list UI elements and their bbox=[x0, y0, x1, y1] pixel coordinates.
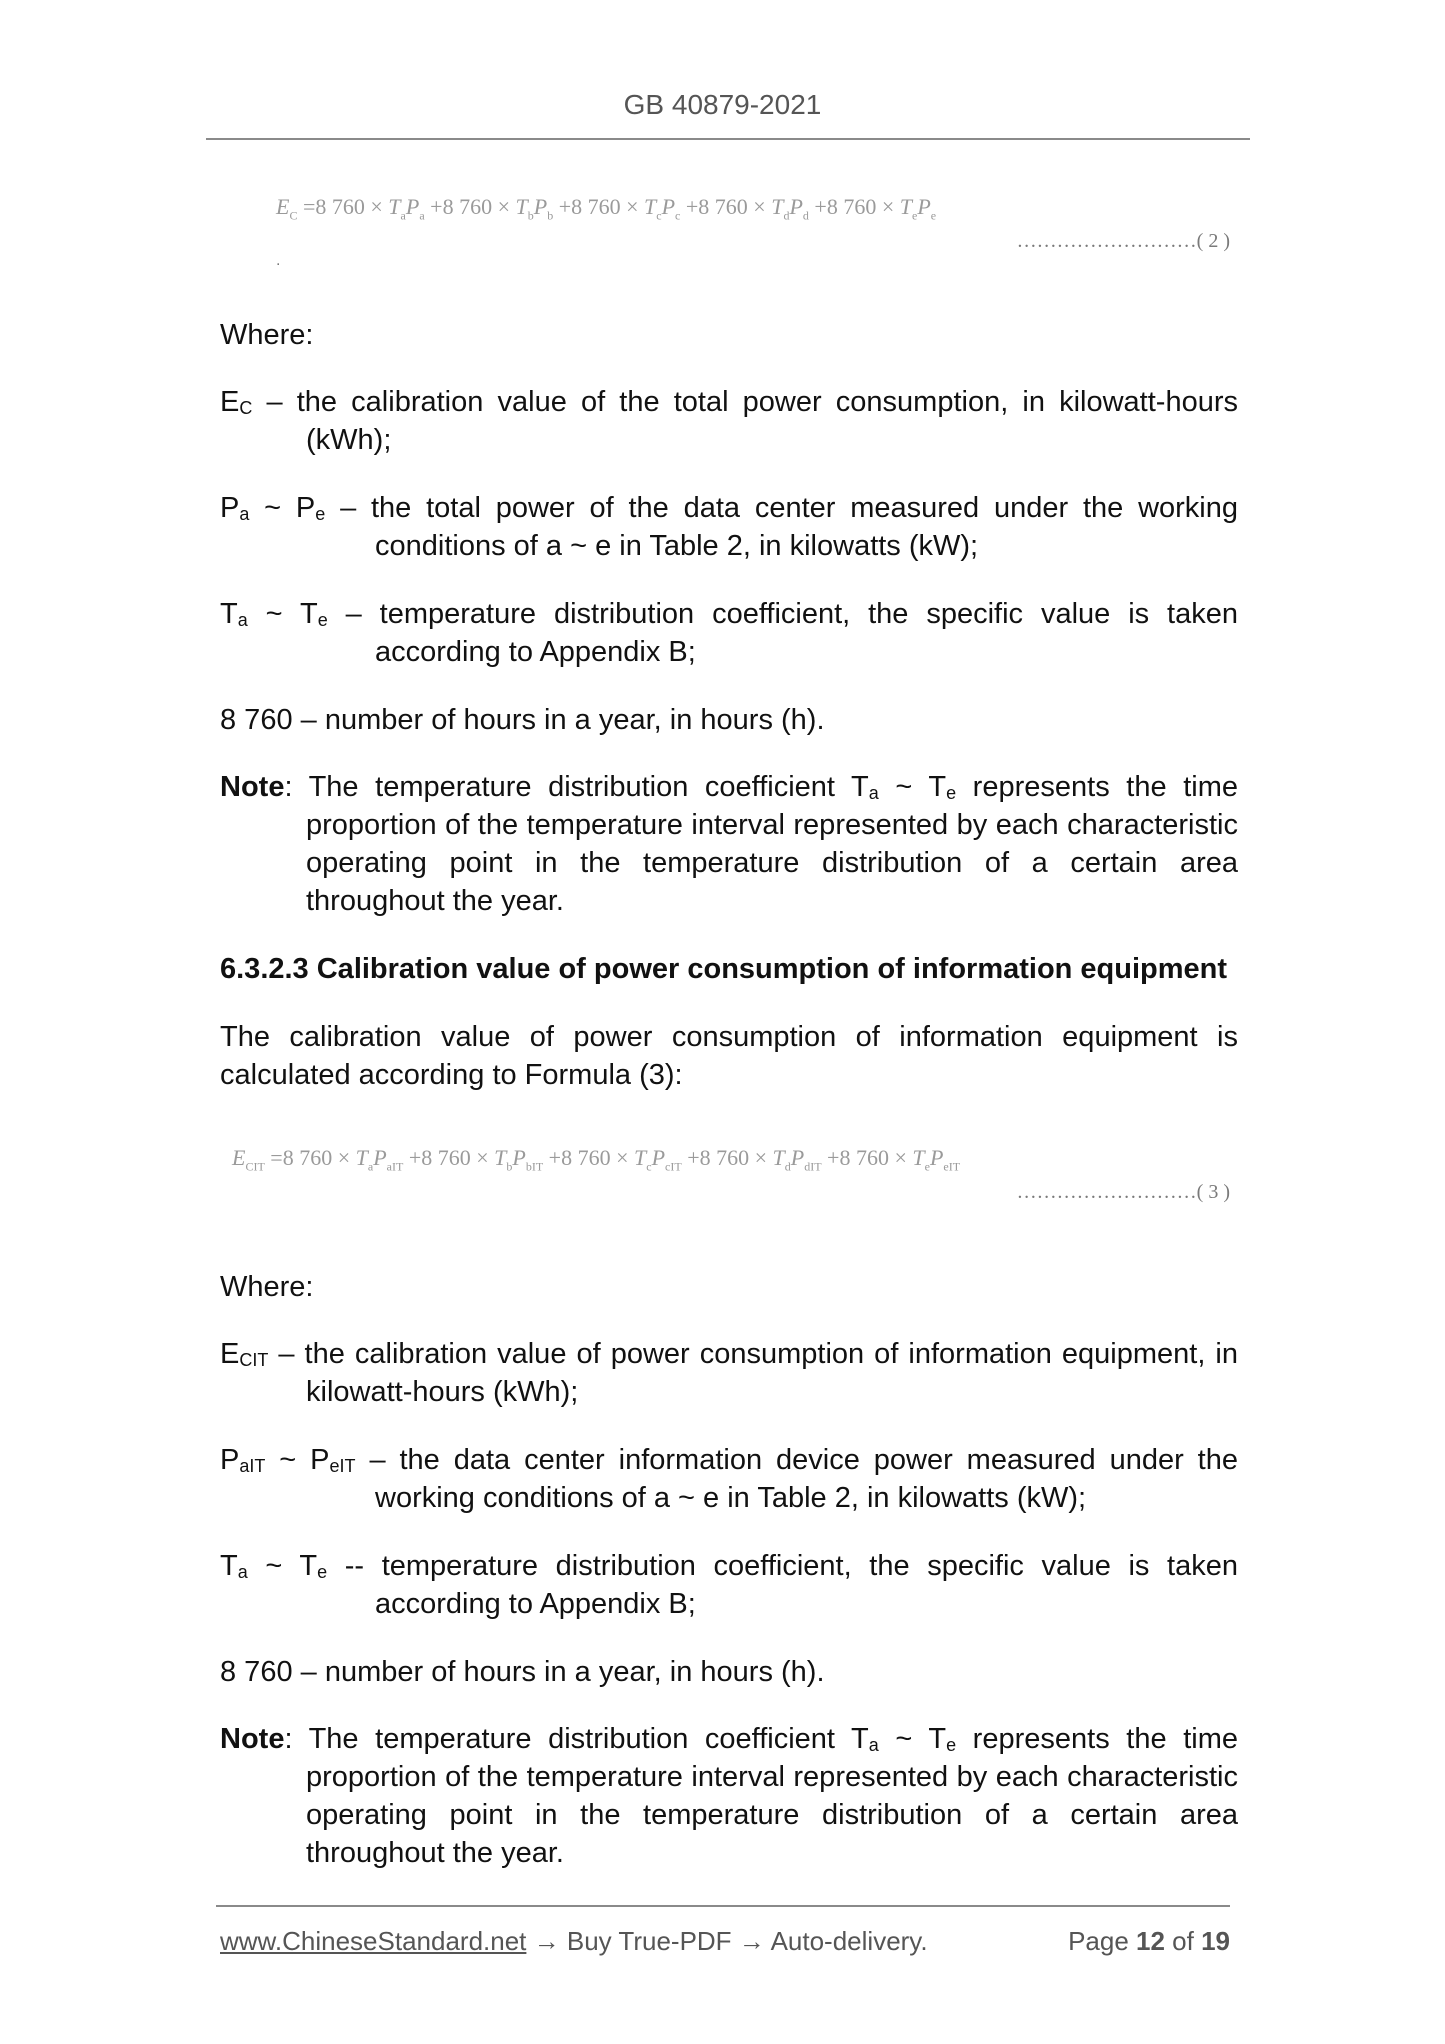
note-line-3: operating point in the temperature distribution of a certain area bbox=[306, 847, 1238, 879]
formula-symbol: T bbox=[899, 194, 912, 219]
formula-operator: =8 760 × bbox=[264, 1145, 356, 1170]
formula-operator: =8 760 × bbox=[297, 194, 389, 219]
symbol-subscript: a bbox=[237, 610, 248, 630]
formula-subscript: e bbox=[924, 1159, 930, 1174]
formula-operator: +8 760 × bbox=[403, 1145, 495, 1170]
symbol-subscript: a bbox=[868, 1735, 879, 1755]
note-line-2: proportion of the temperature interval represented by each characteristic bbox=[306, 809, 1238, 841]
note-line-1 bbox=[220, 768, 1238, 806]
note-text: represents the time bbox=[956, 1723, 1238, 1755]
formula-operator: +8 760 × bbox=[424, 194, 516, 219]
formula-symbol: E bbox=[232, 1145, 246, 1170]
definition-text: – the data center information device power measured under the bbox=[355, 1444, 1238, 1476]
formula-symbol: P bbox=[917, 194, 931, 219]
symbol: P bbox=[310, 1444, 330, 1476]
formula-symbol: T bbox=[771, 194, 784, 219]
note-2-line-1 bbox=[220, 1720, 1238, 1758]
symbol-subscript: e bbox=[315, 504, 326, 524]
symbol: T bbox=[299, 598, 318, 630]
symbol-subscript: e bbox=[946, 783, 957, 803]
formula-2-number: ………………………( 2 ) bbox=[1016, 230, 1230, 252]
footer-rule bbox=[216, 1905, 1230, 1907]
formula-subscript: c bbox=[675, 208, 681, 223]
formula-subscript: e bbox=[911, 208, 918, 223]
formula-symbol: P bbox=[512, 1145, 526, 1170]
formula-symbol: P bbox=[661, 194, 676, 219]
formula-symbol: P bbox=[790, 1145, 805, 1170]
formula-subscript: aIT bbox=[386, 1159, 404, 1174]
section-heading: 6.3.2.3 Calibration value of power consumption of information equipment bbox=[220, 953, 1228, 985]
formula-subscript: a bbox=[419, 208, 425, 223]
definition-pa-pe bbox=[220, 489, 1238, 527]
formula-2 bbox=[276, 194, 936, 223]
formula-operator: +8 760 × bbox=[821, 1145, 913, 1170]
website-link[interactable]: www.ChineseStandard.net bbox=[220, 1926, 527, 1956]
symbol: T bbox=[220, 598, 238, 630]
symbol: T bbox=[299, 1550, 318, 1582]
symbol-subscript: CIT bbox=[239, 1350, 269, 1370]
page-label: Page bbox=[1068, 1926, 1137, 1956]
formula-symbol: P bbox=[789, 194, 803, 219]
definition-ec-cont: (kWh); bbox=[306, 424, 392, 456]
formula-subscript: eIT bbox=[943, 1159, 961, 1174]
formula-subscript: c bbox=[646, 1159, 652, 1174]
symbol-subscript: eIT bbox=[329, 1456, 356, 1476]
symbol: E bbox=[220, 1338, 240, 1370]
section-intro-1: The calibration value of power consumption of information equipment is bbox=[220, 1021, 1238, 1053]
note-2-line-2: proportion of the temperature interval represented by each characteristic bbox=[306, 1761, 1238, 1793]
definition-text: – temperature distribution coefficient, the specific value is taken bbox=[327, 598, 1238, 630]
formula-symbol: T bbox=[634, 1145, 647, 1170]
formula-subscript: bIT bbox=[525, 1159, 544, 1174]
tilde: ~ bbox=[247, 598, 300, 630]
symbol: T bbox=[220, 1550, 238, 1582]
page-footer bbox=[220, 1926, 1230, 1957]
page-number: 12 bbox=[1136, 1926, 1165, 1956]
definition-ec bbox=[220, 383, 1238, 421]
formula-symbol: P bbox=[929, 1145, 944, 1170]
symbol: P bbox=[220, 492, 240, 524]
header-rule bbox=[206, 138, 1250, 140]
page-total: 19 bbox=[1201, 1926, 1230, 1956]
formula-subscript: CIT bbox=[245, 1159, 265, 1174]
formula-operator: +8 760 × bbox=[681, 1145, 773, 1170]
formula-symbol: P bbox=[405, 194, 420, 219]
formula-subscript: b bbox=[506, 1159, 513, 1174]
formula-subscript: e bbox=[930, 208, 937, 223]
symbol-subscript: e bbox=[317, 610, 328, 630]
symbol-subscript: a bbox=[868, 783, 879, 803]
definition-ta-te-2 bbox=[220, 1547, 1238, 1585]
definition-ta-te-2-cont: according to Appendix B; bbox=[375, 1588, 696, 1620]
symbol-subscript: e bbox=[946, 1735, 957, 1755]
symbol-subscript: a bbox=[239, 504, 250, 524]
definition-hours-2: 8 760 – number of hours in a year, in hours (h). bbox=[220, 1656, 825, 1688]
tilde: ~ bbox=[249, 492, 296, 524]
definition-ta-te bbox=[220, 595, 1238, 633]
formula-subscript: b bbox=[547, 208, 554, 223]
page-of: of bbox=[1164, 1926, 1202, 1956]
formula-subscript: d bbox=[783, 208, 790, 223]
where-label: Where: bbox=[220, 319, 314, 351]
footer-text: → Buy True-PDF → Auto-delivery. bbox=[526, 1926, 928, 1956]
note-text: ~ T bbox=[878, 1723, 947, 1755]
formula-symbol: T bbox=[912, 1145, 925, 1170]
page-indicator bbox=[1068, 1926, 1230, 1957]
formula-symbol: T bbox=[515, 194, 528, 219]
formula-subscript: C bbox=[289, 208, 298, 223]
formula-subscript: cIT bbox=[665, 1159, 682, 1174]
formula-subscript: a bbox=[367, 1159, 374, 1174]
formula-symbol: T bbox=[644, 194, 657, 219]
formula-subscript: d bbox=[784, 1159, 791, 1174]
formula-symbol: E bbox=[276, 194, 290, 219]
definition-ecit-cont: kilowatt-hours (kWh); bbox=[306, 1376, 579, 1408]
formula-operator: +8 760 × bbox=[543, 1145, 634, 1170]
note-colon: : bbox=[284, 1723, 309, 1755]
formula-subscript: b bbox=[527, 208, 534, 223]
note-2-line-3: operating point in the temperature distribution of a certain area bbox=[306, 1799, 1238, 1831]
formula-symbol: T bbox=[494, 1145, 507, 1170]
formula-operator: +8 760 × bbox=[553, 194, 645, 219]
where-label: Where: bbox=[220, 1271, 314, 1303]
formula-symbol: P bbox=[533, 194, 548, 219]
formula-subscript: dIT bbox=[804, 1159, 822, 1174]
definition-text: -- temperature distribution coefficient, the specific value is taken bbox=[327, 1550, 1238, 1582]
definition-text: – the calibration value of the total power consumption, in kilowatt-hours bbox=[252, 386, 1238, 418]
symbol: P bbox=[220, 1444, 240, 1476]
formula-symbol: T bbox=[355, 1145, 368, 1170]
formula-symbol: P bbox=[651, 1145, 666, 1170]
definition-ta-te-cont: according to Appendix B; bbox=[375, 636, 696, 668]
note-text: The temperature distribution coefficient T bbox=[308, 1723, 869, 1755]
note-line-4: throughout the year. bbox=[306, 885, 564, 917]
definition-ecit bbox=[220, 1335, 1238, 1373]
tilde: ~ bbox=[247, 1550, 300, 1582]
note-text: represents the time bbox=[956, 771, 1238, 803]
formula-subscript: d bbox=[802, 208, 809, 223]
definition-pa-pe-cont: conditions of a ~ e in Table 2, in kilowatts (kW); bbox=[375, 530, 979, 562]
symbol-subscript: aIT bbox=[239, 1456, 266, 1476]
page-header: GB 40879-2021 bbox=[623, 89, 822, 120]
symbol: E bbox=[220, 386, 240, 418]
note-label: Note bbox=[220, 1723, 285, 1755]
formula-operator: +8 760 × bbox=[808, 194, 900, 219]
section-intro-2: calculated according to Formula (3): bbox=[220, 1059, 683, 1091]
definition-hours: 8 760 – number of hours in a year, in hours (h). bbox=[220, 704, 825, 736]
formula-3 bbox=[232, 1145, 960, 1174]
tilde: ~ bbox=[265, 1444, 311, 1476]
formula-subscript: a bbox=[400, 208, 406, 223]
symbol-subscript: C bbox=[239, 398, 253, 418]
stray-dot: . bbox=[276, 252, 281, 269]
note-label: Note bbox=[220, 771, 285, 803]
note-colon: : bbox=[284, 771, 309, 803]
symbol: P bbox=[295, 492, 316, 524]
formula-symbol: T bbox=[772, 1145, 785, 1170]
definition-text: – the calibration value of power consumption of information equipment, in bbox=[268, 1338, 1238, 1370]
definition-pait-peit-cont: working conditions of a ~ e in Table 2, in kilowatts (kW); bbox=[375, 1482, 1087, 1514]
formula-symbol: P bbox=[373, 1145, 387, 1170]
definition-text: – the total power of the data center measured under the working bbox=[325, 492, 1238, 524]
note-2-line-4: throughout the year. bbox=[306, 1837, 564, 1869]
symbol-subscript: e bbox=[317, 1562, 328, 1582]
note-text: The temperature distribution coefficient T bbox=[308, 771, 869, 803]
formula-subscript: c bbox=[656, 208, 662, 223]
note-text: ~ T bbox=[878, 771, 947, 803]
formula-3-number: ………………………( 3 ) bbox=[1016, 1181, 1230, 1203]
formula-symbol: T bbox=[388, 194, 401, 219]
definition-pait-peit bbox=[220, 1441, 1238, 1479]
symbol-subscript: a bbox=[237, 1562, 248, 1582]
formula-operator: +8 760 × bbox=[680, 194, 772, 219]
